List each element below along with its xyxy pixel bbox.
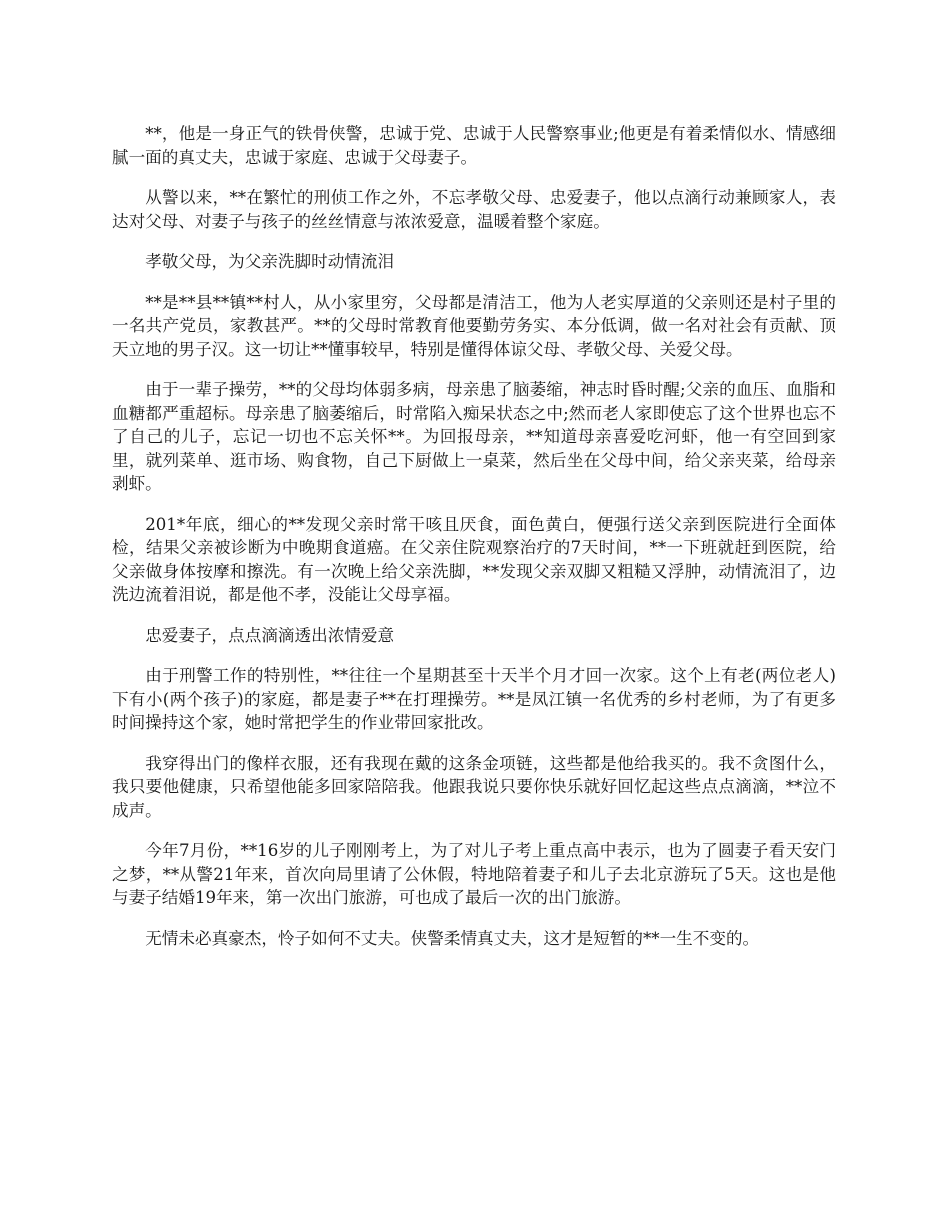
paragraph-father-diagnosis: 201*年底，细心的**发现父亲时常干咳且厌食，面色黄白，便强行送父亲到医院进行全面体检，结果父亲被诊断为中晚期食道癌。在父亲住院观察治疗的7天时间，**一下班就赶到医院，给父亲做身体按摩和擦洗。有一次晚上给父亲洗脚，**发现父亲双脚又粗糙又浮肿，动情流泪了，边洗边流着泪说，都是他不孝，没能让父母享福。 [112, 514, 836, 604]
section-heading-love-for-wife: 忠爱妻子，点点滴滴透出浓情爱意 [145, 625, 395, 645]
paragraph-wife-quote: 我穿得出门的像样衣服，还有我现在戴的这条金项链，这些都是他给我买的。我不贪图什么，我只要他健康，只希望他能多回家陪陪我。他跟我说只要你快乐就好回忆起这些点点滴滴，**泣不成声。 [112, 753, 836, 820]
paragraph-since-joining-police: 从警以来，**在繁忙的刑侦工作之外，不忘孝敬父母、忠爱妻子，他以点滴行动兼顾家人，表达对父母、对妻子与孩子的丝丝情意与浓浓爱意，温暖着整个家庭。 [112, 188, 836, 231]
document-body [112, 122, 836, 967]
paragraph-parents-illness: 由于一辈子操劳，**的父母均体弱多病，母亲患了脑萎缩，神志时昏时醒;父亲的血压、血脂和血糖都严重超标。母亲患了脑萎缩后，时常陷入痴呆状态之中;然而老人家即使忘了这个世界也忘不了自己的儿子，忘记一切也不忘关怀**。为回报母亲，**知道母亲喜爱吃河虾，他一有空回到家里，就列菜单、逛市场、购食物，自己下厨做上一桌菜，然后坐在父母中间，给父亲夹菜，给母亲剥虾。 [112, 380, 836, 493]
paragraph-beijing-trip: 今年7月份，**16岁的儿子刚刚考上，为了对儿子考上重点高中表示，也为了圆妻子看天安门之梦，**从警21年来，首次向局里请了公休假，特地陪着妻子和儿子去北京游玩了5天。这也是他与妻子结婚19年来，第一次出门旅游，可也成了最后一次的出门旅游。 [112, 841, 836, 907]
section-heading-filial-piety: 孝敬父母，为父亲洗脚时动情流泪 [145, 252, 395, 271]
paragraph-intro: **，他是一身正气的铁骨侠警，忠诚于党、忠诚于人民警察事业;他更是有着柔情似水、情感细腻一面的真丈夫，忠诚于家庭、忠诚于父母妻子。 [112, 124, 836, 167]
paragraph-family-background: **是**县**镇**村人，从小家里穷，父母都是清洁工，他为人老实厚道的父亲则还是村子里的一名共产党员，家教甚严。**的父母时常教育他要勤劳务实、本分低调，做一名对社会有贡献、顶天立地的男子汉。这一切让**懂事较早，特别是懂得体谅父母、孝敬父母、关爱父母。 [112, 292, 836, 359]
paragraph-closing: 无情未必真豪杰，怜子如何不丈夫。侠警柔情真丈夫，这才是短暂的**一生不变的。 [145, 928, 760, 948]
paragraph-wife-manages-home: 由于刑警工作的特别性，**往往一个星期甚至十天半个月才回一次家。这个上有老(两位老人)下有小(两个孩子)的家庭，都是妻子**在打理操劳。**是凤江镇一名优秀的乡村老师，为了有更多时间操持这个家，她时常把学生的作业带回家批改。 [112, 666, 836, 732]
